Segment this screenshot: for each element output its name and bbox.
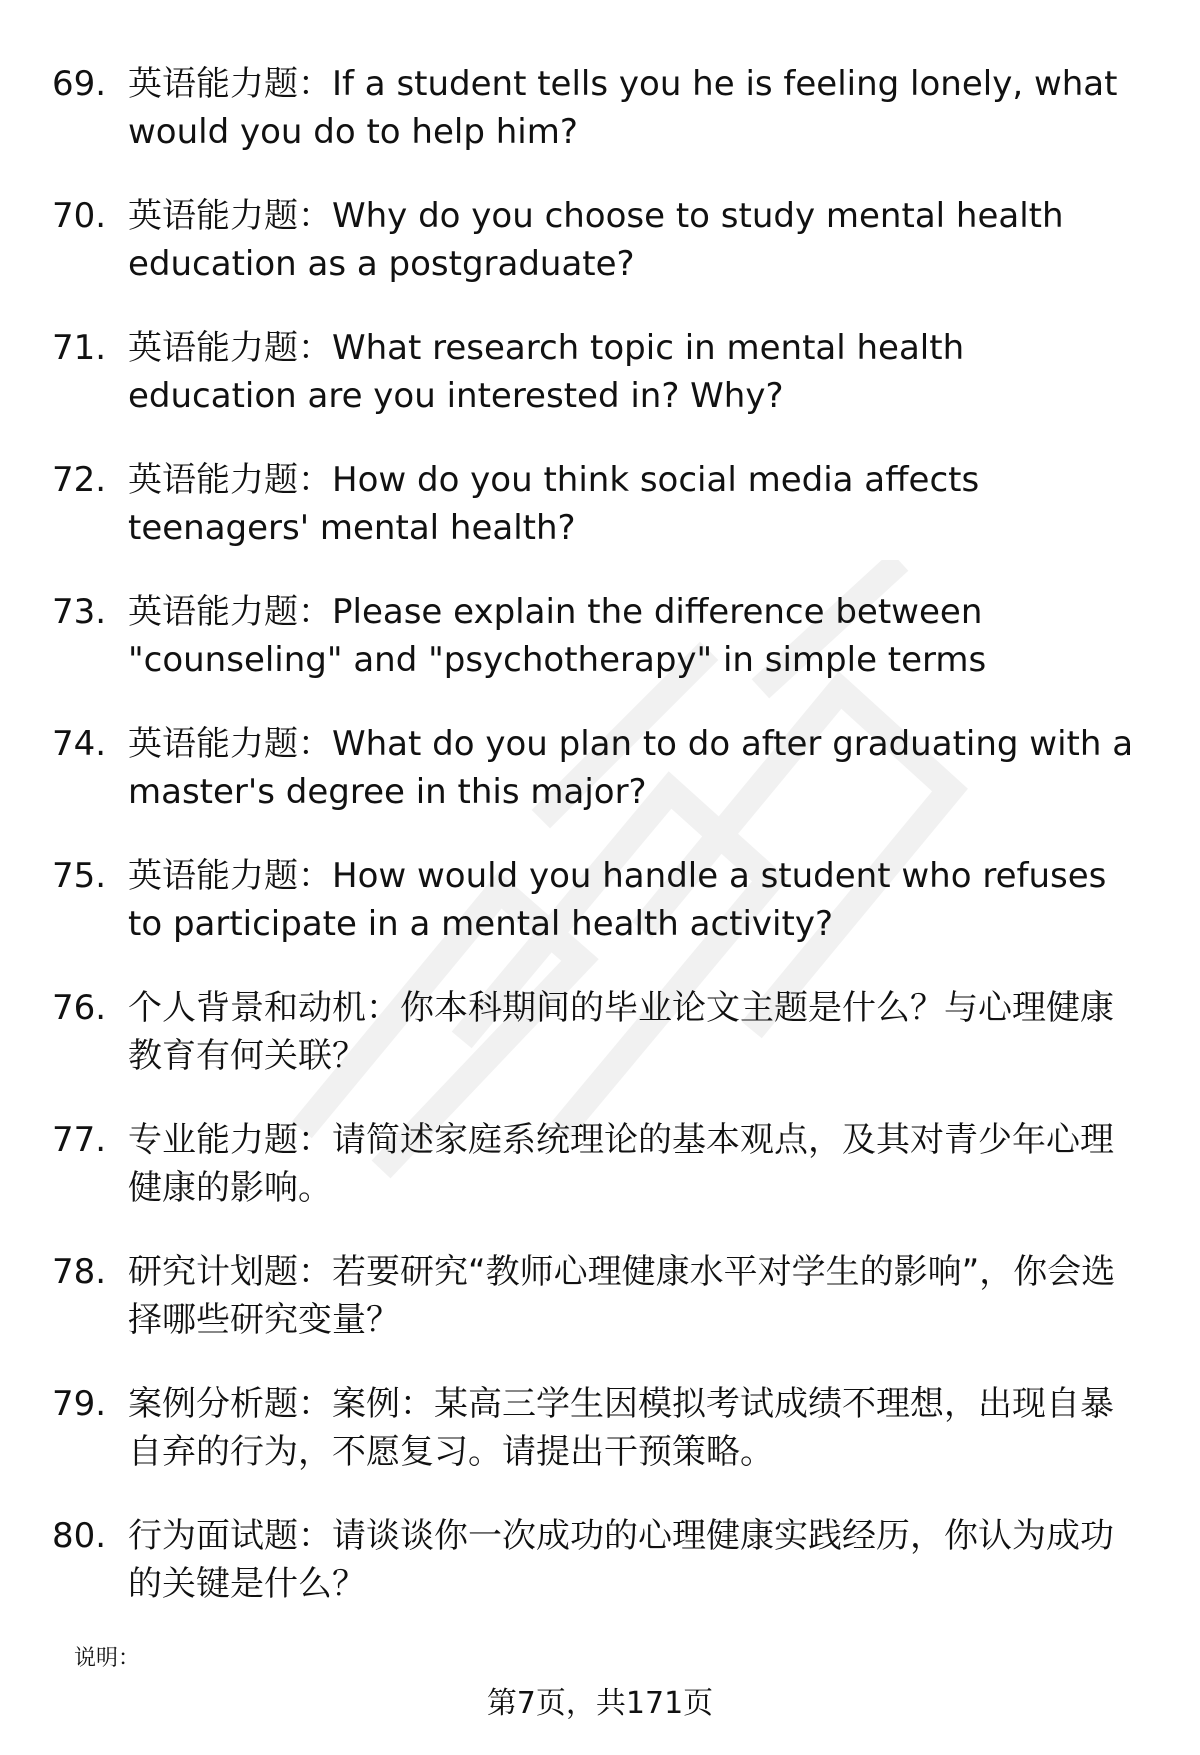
question-text: 请谈谈你一次成功的心理健康实践经历，你认为成功的关键是什么？ (128, 1516, 1114, 1604)
question-category: 英语能力题： (128, 328, 332, 368)
question-text: 案例：某高三学生因模拟考试成绩不理想，出现自暴自弃的行为，不愿复习。请提出干预策略。 (128, 1384, 1114, 1472)
question-category: 英语能力题： (128, 592, 332, 632)
question-category: 个人背景和动机： (128, 988, 400, 1028)
question-body (128, 588, 1142, 684)
question-category: 行为面试题： (128, 1516, 332, 1556)
question-body (128, 60, 1142, 156)
question-number: 72. (52, 460, 107, 500)
question-body (128, 720, 1142, 816)
question-text: Please explain the difference between "counseling" and "psychotherapy" in simple terms (128, 592, 987, 680)
question-item-74 (52, 720, 1142, 852)
question-item-71 (52, 324, 1142, 456)
question-body (128, 852, 1142, 948)
question-body (128, 1512, 1142, 1608)
question-category: 英语能力题： (128, 196, 332, 236)
question-body (128, 1116, 1142, 1212)
question-item-70 (52, 192, 1142, 324)
question-item-80 (52, 1512, 1142, 1644)
question-item-76 (52, 984, 1142, 1116)
question-number: 77. (52, 1120, 107, 1160)
question-text: 若要研究“教师心理健康水平对学生的影响”，你会选择哪些研究变量？ (128, 1252, 1116, 1340)
question-number: 76. (52, 988, 107, 1028)
question-item-79 (52, 1380, 1142, 1512)
question-body (128, 456, 1142, 552)
footnote-label: 说明： (74, 1646, 141, 1671)
question-item-77 (52, 1116, 1142, 1248)
question-body (128, 324, 1142, 420)
question-text: How do you think social media affects teenagers' mental health? (128, 460, 980, 548)
question-item-69 (52, 60, 1142, 192)
question-category: 英语能力题： (128, 64, 332, 104)
question-text: What do you plan to do after graduating with a master's degree in this major? (128, 724, 1134, 812)
question-category: 英语能力题： (128, 460, 332, 500)
page-number-footer: 第7页，共171页 (486, 1686, 714, 1721)
question-text: 请简述家庭系统理论的基本观点，及其对青少年心理健康的影响。 (128, 1120, 1114, 1208)
question-body (128, 984, 1142, 1080)
question-item-73 (52, 588, 1142, 720)
question-category: 专业能力题： (128, 1120, 332, 1160)
question-number: 80. (52, 1516, 107, 1556)
question-text: Why do you choose to study mental health education as a postgraduate? (128, 196, 1064, 284)
question-body (128, 192, 1142, 288)
question-category: 英语能力题： (128, 724, 332, 764)
question-item-78 (52, 1248, 1142, 1380)
question-number: 74. (52, 724, 107, 764)
question-item-75 (52, 852, 1142, 984)
question-number: 78. (52, 1252, 107, 1292)
question-category: 英语能力题： (128, 856, 332, 896)
question-number: 75. (52, 856, 107, 896)
question-text: If a student tells you he is feeling lonely, what would you do to help him? (128, 64, 1118, 152)
question-text: What research topic in mental health education are you interested in? Why? (128, 328, 965, 416)
question-text: How would you handle a student who refuses to participate in a mental health activity? (128, 856, 1107, 944)
question-category: 研究计划题： (128, 1252, 332, 1292)
question-category: 案例分析题： (128, 1384, 332, 1424)
question-number: 71. (52, 328, 107, 368)
question-body (128, 1248, 1142, 1344)
question-item-72 (52, 456, 1142, 588)
question-number: 73. (52, 592, 107, 632)
question-text: 你本科期间的毕业论文主题是什么？与心理健康教育有何关联？ (128, 988, 1114, 1076)
question-body (128, 1380, 1142, 1476)
question-number: 79. (52, 1384, 107, 1424)
question-number: 70. (52, 196, 107, 236)
question-list (52, 60, 1142, 1644)
question-number: 69. (52, 64, 107, 104)
